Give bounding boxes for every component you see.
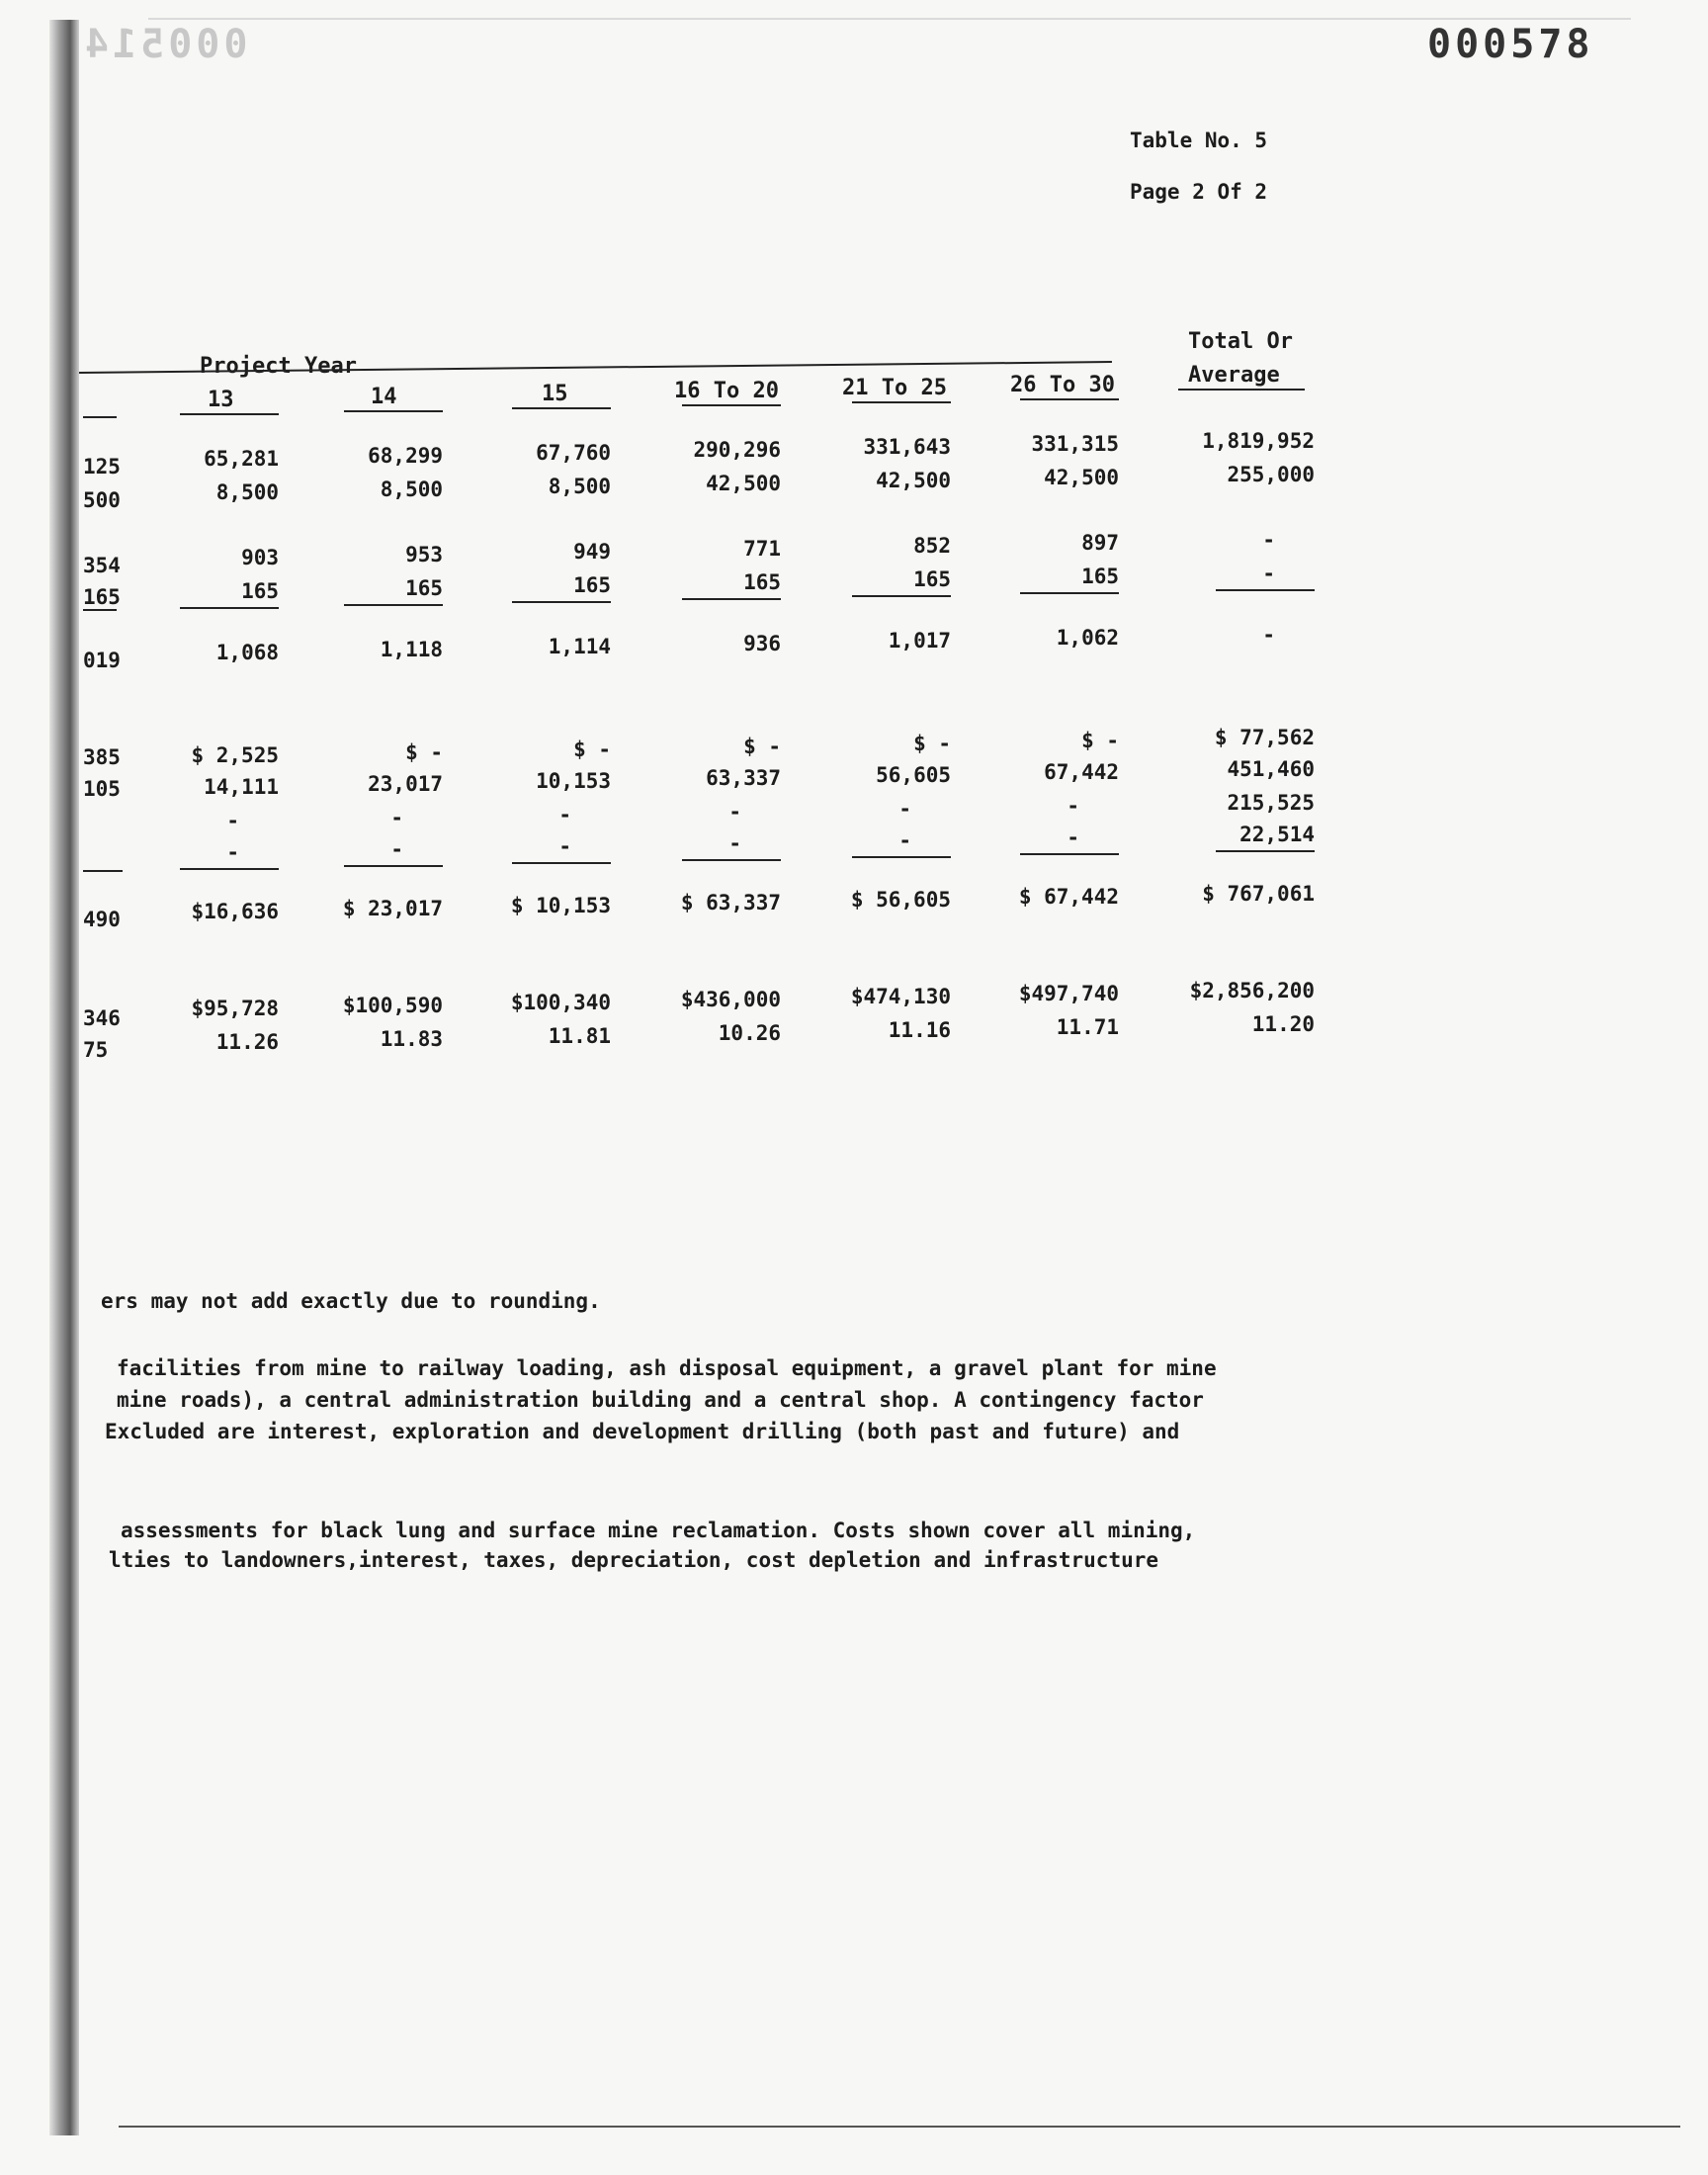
stub-cell: 75 — [83, 1038, 109, 1062]
table-cell: 165 — [241, 579, 279, 603]
note-line-4: assessments for black lung and surface mine reclamation. Costs shown cover all mining, — [121, 1519, 1196, 1542]
table-cell: $ 77,562 — [1214, 726, 1315, 749]
subtotal-rule — [1020, 592, 1119, 594]
table-cell: 68,299 — [368, 444, 443, 468]
table-cell: 10,153 — [536, 769, 611, 793]
table-cell: - — [390, 806, 403, 829]
subtotal-rule — [852, 595, 951, 597]
table-cell: 11.83 — [380, 1027, 443, 1051]
total-rule — [852, 856, 951, 858]
table-cell: - — [558, 803, 571, 826]
stub-subtotal-rule — [83, 609, 117, 611]
subtotal-rule — [344, 604, 443, 606]
table-cell: 10.26 — [718, 1021, 781, 1045]
table-cell: 852 — [913, 534, 951, 558]
table-cell: 11.26 — [215, 1030, 279, 1054]
table-cell: 1,068 — [215, 641, 279, 664]
table-cell: - — [728, 800, 741, 824]
subtotal-rule — [1216, 589, 1315, 591]
table-cell: 67,760 — [536, 441, 611, 465]
column-header-rule — [1020, 398, 1119, 400]
column-header: 13 — [208, 388, 234, 412]
total-rule — [1020, 853, 1119, 855]
table-cell: 165 — [743, 570, 781, 594]
table-cell: 897 — [1081, 531, 1119, 555]
table-cell: 11.16 — [888, 1018, 951, 1042]
table-cell: 1,062 — [1056, 626, 1119, 650]
column-header: 26 To 30 — [1010, 373, 1115, 397]
note-rounding: ers may not add exactly due to rounding. — [101, 1289, 601, 1313]
column-header-rule — [512, 407, 611, 409]
table-cell: - — [1067, 826, 1079, 849]
mirror-stamp: 000514 — [81, 22, 248, 67]
table-cell: 63,337 — [706, 766, 781, 790]
table-cell: 42,500 — [1044, 466, 1119, 489]
table-cell: 1,017 — [888, 629, 951, 652]
subtotal-rule — [180, 607, 279, 609]
table-cell: 771 — [743, 537, 781, 561]
table-cell: 65,281 — [204, 447, 279, 471]
total-header-line1: Total Or — [1188, 329, 1293, 354]
table-cell: - — [390, 837, 403, 861]
stub-cell: 354 — [83, 554, 121, 577]
table-cell: $ - — [1081, 729, 1119, 752]
column-header: 15 — [542, 382, 568, 406]
document-number: 000578 — [1427, 22, 1594, 67]
table-cell: $95,728 — [191, 997, 279, 1020]
table-cell: 56,605 — [876, 763, 951, 787]
table-cell: - — [1067, 794, 1079, 818]
stub-cell: 165 — [83, 585, 121, 609]
table-cell: - — [898, 828, 911, 852]
table-cell: $100,340 — [510, 991, 611, 1014]
project-year-label: Project Year — [200, 354, 357, 379]
table-cell: 11.20 — [1251, 1012, 1315, 1036]
column-header-rule — [180, 413, 279, 415]
note-line-5: lties to landowners,interest, taxes, depreciation, cost depletion and infrastructure — [109, 1548, 1159, 1572]
total-header-rule — [1178, 389, 1305, 391]
total-rule — [512, 862, 611, 864]
table-cell: 165 — [573, 573, 611, 597]
stub-cell: 019 — [83, 649, 121, 672]
table-cell: 331,315 — [1031, 432, 1119, 456]
table-cell: 42,500 — [706, 472, 781, 495]
stub-cell: 385 — [83, 745, 121, 769]
table-cell: $ - — [405, 740, 443, 764]
table-cell: 903 — [241, 546, 279, 569]
column-header-rule — [682, 404, 781, 406]
stub-cell: 500 — [83, 488, 121, 512]
table-cell: 215,525 — [1227, 791, 1315, 815]
table-cell: $100,590 — [342, 994, 443, 1017]
table-cell: 255,000 — [1227, 463, 1315, 486]
table-cell: 1,819,952 — [1202, 429, 1315, 453]
column-header: 16 To 20 — [674, 379, 779, 403]
table-cell: $16,636 — [191, 900, 279, 923]
table-cell: $ 23,017 — [342, 897, 443, 920]
table-cell: 22,514 — [1239, 823, 1315, 846]
table-label: Table No. 5 — [1130, 129, 1268, 152]
total-rule — [682, 859, 781, 861]
stub-header-rule — [83, 416, 117, 418]
table-cell: 14,111 — [204, 775, 279, 799]
stub-cell: 346 — [83, 1006, 121, 1030]
table-cell: 42,500 — [876, 469, 951, 492]
table-cell: - — [1262, 623, 1275, 647]
table-cell: $474,130 — [850, 985, 951, 1008]
table-cell: 11.81 — [548, 1024, 611, 1048]
column-header-rule — [344, 410, 443, 412]
table-cell: - — [728, 831, 741, 855]
table-cell: $ 767,061 — [1202, 882, 1315, 906]
table-cell: 165 — [913, 567, 951, 591]
total-rule — [344, 865, 443, 867]
page-bottom-rule — [119, 2126, 1680, 2128]
table-cell: 8,500 — [215, 480, 279, 504]
table-cell: - — [558, 834, 571, 858]
table-cell: 8,500 — [548, 475, 611, 498]
table-cell: $ 56,605 — [850, 888, 951, 912]
table-cell: 1,114 — [548, 635, 611, 658]
scan-binding-edge — [49, 20, 79, 2135]
table-cell: 451,460 — [1227, 757, 1315, 781]
table-cell: 165 — [1081, 565, 1119, 588]
table-cell: $ 2,525 — [191, 743, 279, 767]
table-cell: $ 10,153 — [510, 894, 611, 917]
table-cell: 949 — [573, 540, 611, 564]
table-cell: $ 67,442 — [1018, 885, 1119, 909]
subtotal-rule — [682, 598, 781, 600]
table-cell: $ - — [913, 732, 951, 755]
total-header-line2: Average — [1188, 363, 1280, 388]
total-rule — [180, 868, 279, 870]
table-cell: 1,118 — [380, 638, 443, 661]
table-cell: 23,017 — [368, 772, 443, 796]
stub-cell: 105 — [83, 777, 121, 801]
table-cell: 290,296 — [693, 438, 781, 462]
stub-cell: 490 — [83, 908, 121, 931]
table-cell: 165 — [405, 576, 443, 600]
table-cell: 936 — [743, 632, 781, 655]
subtotal-rule — [512, 601, 611, 603]
note-line-3: Excluded are interest, exploration and development drilling (both past and future) and — [105, 1420, 1180, 1443]
table-cell: $ - — [573, 738, 611, 761]
scan-top-edge — [148, 18, 1631, 20]
table-cell: $ 63,337 — [680, 891, 781, 914]
table-cell: 67,442 — [1044, 760, 1119, 784]
note-line-2: mine roads), a central administration building and a central shop. A contingency factor — [117, 1388, 1204, 1412]
table-cell: $2,856,200 — [1189, 979, 1315, 1002]
table-cell: $497,740 — [1018, 982, 1119, 1005]
table-cell: 8,500 — [380, 478, 443, 501]
table-cell: - — [898, 797, 911, 821]
table-cell: 331,643 — [863, 435, 951, 459]
total-rule — [1216, 850, 1315, 852]
page-label: Page 2 Of 2 — [1130, 180, 1268, 204]
stub-total-rule — [83, 870, 123, 872]
table-cell: - — [1262, 562, 1275, 585]
column-header: 14 — [371, 385, 397, 409]
table-cell: 953 — [405, 543, 443, 566]
table-cell: 11.71 — [1056, 1015, 1119, 1039]
column-header: 21 To 25 — [842, 376, 947, 400]
note-line-1: facilities from mine to railway loading, ash disposal equipment, a gravel plant for mine — [117, 1356, 1217, 1380]
table-cell: - — [226, 840, 239, 864]
stub-cell: 125 — [83, 455, 121, 478]
table-cell: $ - — [743, 735, 781, 758]
table-cell: - — [1262, 528, 1275, 552]
column-header-rule — [852, 401, 951, 403]
table-cell: - — [226, 809, 239, 832]
table-cell: $436,000 — [680, 988, 781, 1011]
